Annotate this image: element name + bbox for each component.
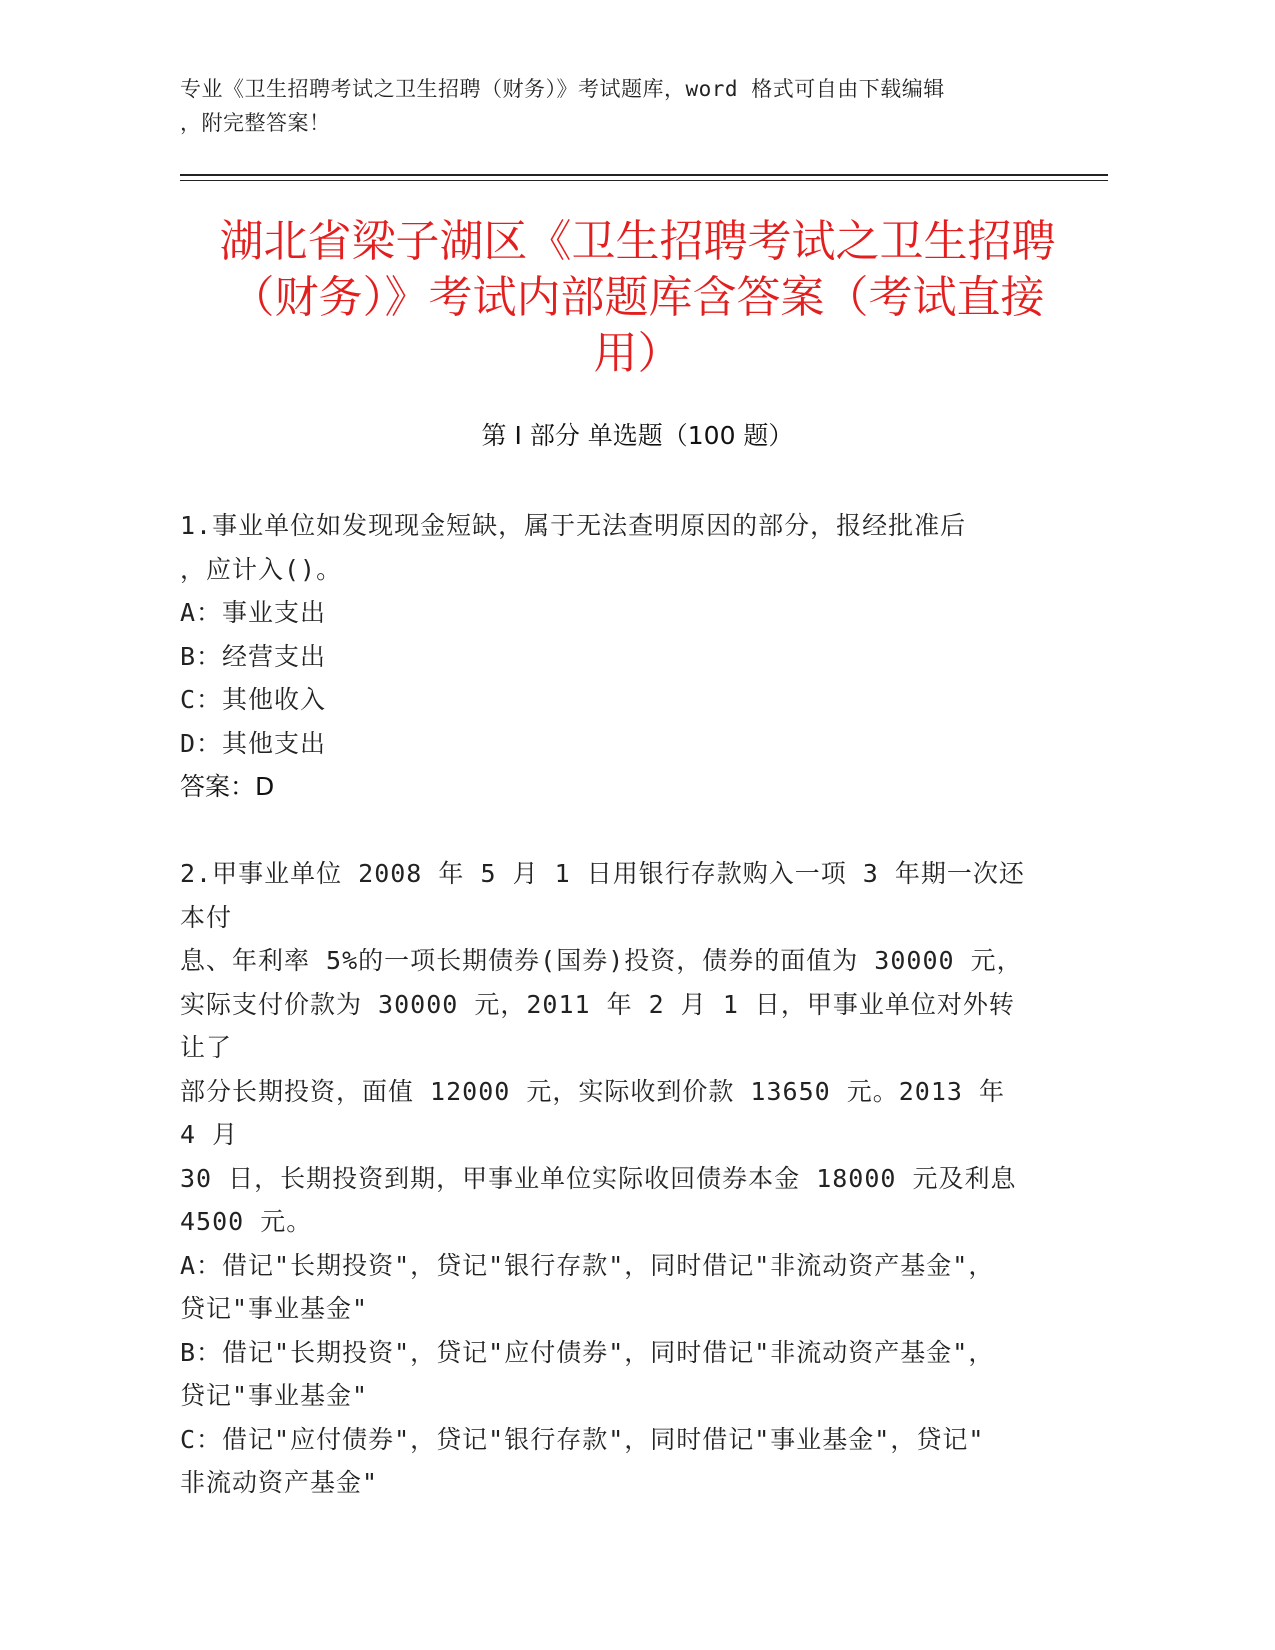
header-divider-thick bbox=[180, 174, 1108, 176]
option-c: C：其他收入 bbox=[180, 685, 327, 714]
option-b: B：借记"长期投资"，贷记"应付债券"，同时借记"非流动资产基金"， bbox=[180, 1337, 995, 1367]
question-stem-line: 息、年利率 5%的一项长期债券(国券)投资，债券的面值为 30000 元， bbox=[180, 946, 1023, 975]
title-line: （财务）》考试内部题库含答案（考试直接 bbox=[230, 272, 1045, 323]
option-a: A：事业支出 bbox=[180, 598, 327, 627]
option-d: D：其他支出 bbox=[180, 728, 327, 758]
question-item bbox=[180, 504, 1030, 809]
question-stem-line: 部分长期投资，面值 12000 元，实际收到价款 13650 元。2013 年 4 月 bbox=[180, 1076, 1005, 1149]
question-stem-line: 2.甲事业单位 2008 年 5 月 1 日用银行存款购入一项 3 年期一次还本付 bbox=[180, 859, 1025, 932]
answer-line: 答案：D bbox=[180, 772, 275, 801]
option-c: C：借记"应付债券"，贷记"银行存款"，同时借记"事业基金"，贷记" bbox=[180, 1424, 985, 1454]
title-line: 湖北省梁子湖区《卫生招聘考试之卫生招聘 bbox=[219, 216, 1056, 267]
header-note bbox=[180, 72, 1060, 140]
question-item bbox=[180, 852, 1030, 1505]
header-note-line: 专业《卫生招聘考试之卫生招聘（财务）》考试题库，word 格式可自由下载编辑 bbox=[180, 77, 945, 101]
option-b-continued: 贷记"事业基金" bbox=[180, 1381, 369, 1410]
question-stem-line: 30 日，长期投资到期，甲事业单位实际收回债券本金 18000 元及利息 bbox=[180, 1163, 1017, 1193]
question-stem-line: 实际支付价款为 30000 元，2011 年 2 月 1 日，甲事业单位对外转让了 bbox=[180, 989, 1015, 1062]
question-stem-line: 4500 元。 bbox=[180, 1207, 313, 1236]
question-stem-line: 1.事业单位如发现现金短缺，属于无法查明原因的部分，报经批准后 bbox=[180, 511, 967, 540]
header-divider-thin bbox=[180, 180, 1108, 181]
option-c-continued: 非流动资产基金" bbox=[180, 1468, 379, 1497]
option-a-continued: 贷记"事业基金" bbox=[180, 1294, 369, 1323]
document-title bbox=[160, 214, 1115, 382]
section-heading: 第 I 部分 单选题（100 题） bbox=[481, 421, 794, 450]
question-stem-line: ，应计入()。 bbox=[180, 554, 343, 584]
header-note-line: ，附完整答案！ bbox=[180, 111, 331, 135]
option-b: B：经营支出 bbox=[180, 641, 327, 671]
option-a: A：借记"长期投资"，贷记"银行存款"，同时借记"非流动资产基金"， bbox=[180, 1250, 995, 1280]
title-line: 用） bbox=[593, 328, 682, 379]
